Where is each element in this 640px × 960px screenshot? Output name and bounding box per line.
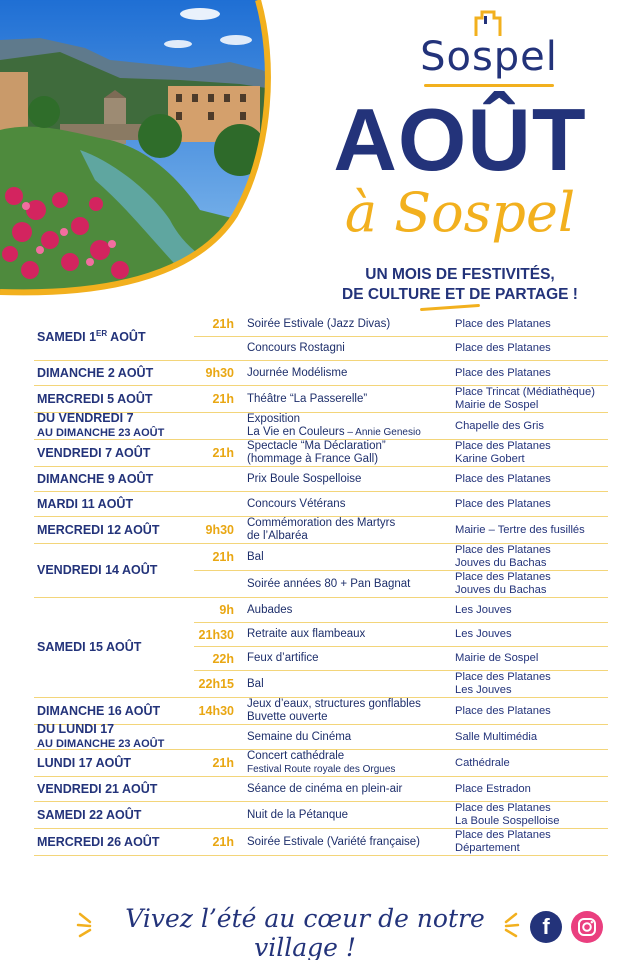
event-title [234, 578, 455, 591]
schedule-day-group [34, 777, 608, 802]
event-row [194, 336, 608, 360]
event-title [234, 652, 455, 665]
event-time: 21h [212, 392, 234, 406]
event-row [194, 570, 608, 597]
day-events [194, 467, 608, 491]
day-events [194, 725, 608, 749]
spark-right-icon [496, 910, 520, 940]
event-location-line: Place des Platanes [455, 829, 551, 841]
event-row [194, 386, 608, 412]
day-text: VENDREDI 21 AOÛT [37, 781, 158, 796]
event-row [194, 670, 608, 697]
event-time: 14h30 [198, 704, 234, 718]
event-location [455, 705, 608, 718]
day-events [194, 312, 608, 360]
day-label [37, 722, 197, 750]
event-title-line: Bal [247, 677, 264, 690]
event-location-line-2: Mairie de Sospel [455, 399, 539, 411]
event-location-line: Place des Platanes [455, 317, 551, 330]
day-label [37, 467, 197, 491]
event-row [194, 467, 608, 491]
event-title-line: Prix Boule Sospelloise [247, 472, 362, 485]
tagline-line-2: DE CULTURE ET DE PARTAGE ! [342, 286, 578, 303]
schedule-day-group [34, 698, 608, 725]
event-title [234, 440, 455, 466]
day-events [194, 698, 608, 724]
event-row [194, 725, 608, 749]
event-row [194, 622, 608, 646]
day-label [37, 361, 197, 385]
day-label-line [37, 411, 197, 426]
footer-slogan: Vivez l’été au cœur de notre village ! [125, 904, 485, 960]
day-events [194, 361, 608, 385]
event-time: 21h30 [198, 627, 234, 642]
schedule-day-group [34, 722, 608, 750]
schedule-day-group [34, 440, 608, 467]
event-location [455, 318, 608, 331]
event-title-line: Soirée années 80 + Pan Bagnat [247, 577, 411, 590]
event-row [194, 492, 608, 516]
day-text: DIMANCHE 2 AOÛT [37, 365, 154, 380]
day-label [37, 777, 197, 801]
event-title-line: Retraite aux flambeaux [247, 628, 366, 640]
event-time: 9h30 [205, 366, 234, 380]
event-title [234, 413, 455, 439]
day-label-line [37, 704, 197, 719]
event-title [234, 628, 455, 641]
day-text: DU VENDREDI 7 [37, 411, 134, 425]
event-title-line: Semaine du Cinéma [247, 730, 352, 743]
day-text: MARDI 11 AOÛT [37, 496, 134, 511]
event-location-line: Salle Multimédia [455, 730, 538, 743]
day-events [194, 440, 608, 466]
day-label-line [37, 523, 197, 538]
event-time: 9h30 [205, 523, 234, 537]
day-text: SAMEDI 22 AOÛT [37, 807, 142, 822]
event-title-line: Spectacle “Ma Déclaration” [247, 440, 386, 452]
event-row [194, 598, 608, 622]
schedule-day-group [34, 750, 608, 777]
event-row [194, 413, 608, 439]
schedule-day-group [34, 492, 608, 517]
event-location-line-2: Les Jouves [455, 684, 512, 696]
event-location [455, 386, 608, 412]
day-events [194, 750, 608, 776]
event-location [455, 571, 608, 597]
event-location-line: Place des Platanes [455, 802, 551, 814]
day-label [37, 386, 197, 412]
day-label [37, 829, 197, 855]
schedule-day-group [34, 386, 608, 413]
event-row [194, 698, 608, 724]
event-title-line: Jeux d’eaux, structures gonflables [247, 698, 421, 710]
event-row [194, 440, 608, 466]
day-label [37, 517, 197, 543]
event-row [194, 646, 608, 670]
event-title [234, 367, 455, 380]
tagline [300, 265, 620, 305]
day-text: VENDREDI 14 AOÛT [37, 563, 158, 577]
brand-underline [424, 84, 554, 87]
event-location [455, 731, 608, 744]
event-title [234, 731, 455, 744]
day-events [194, 829, 608, 855]
facebook-icon[interactable]: f [530, 911, 562, 943]
event-row [194, 750, 608, 776]
event-location [455, 440, 608, 466]
event-title-line-2 [247, 711, 455, 724]
day-label-line [37, 756, 197, 771]
event-title [234, 393, 455, 406]
schedule-day-group [34, 802, 608, 829]
day-events [194, 492, 608, 516]
day-text: MERCREDI 26 AOÛT [37, 834, 160, 849]
event-location-line: Mairie de Sospel [455, 652, 539, 664]
event-location-line: Les Jouves [455, 603, 512, 616]
day-suffix: ER [96, 329, 108, 339]
event-title-line-2 [247, 530, 455, 543]
event-location [455, 524, 608, 537]
event-location-line: Place des Platanes [455, 671, 551, 683]
sospel-logo [404, 10, 574, 88]
event-title-note: Festival Route royale des Orgues [247, 764, 396, 775]
event-title [234, 750, 455, 776]
event-location-line: Place des Platanes [455, 472, 551, 485]
event-location-line: Place des Platanes [455, 497, 551, 510]
day-label-line [37, 563, 197, 578]
event-title-line-2 [247, 763, 455, 776]
event-location-line-2: Département [455, 842, 520, 854]
event-location [455, 544, 608, 570]
event-location-line: Place des Platanes [455, 704, 551, 717]
event-title-detail: de l’Albaréa [247, 530, 308, 542]
event-location [455, 498, 608, 511]
event-title [234, 836, 455, 849]
event-location [455, 473, 608, 486]
instagram-icon[interactable] [571, 911, 603, 943]
event-location-line: Chapelle des Gris [455, 419, 544, 432]
event-title-detail: La Vie en Couleurs [247, 426, 345, 438]
day-label [37, 492, 197, 516]
event-title [234, 783, 455, 796]
event-location-line: Place Trincat (Médiathèque) [455, 386, 595, 398]
event-time: 22h [212, 651, 234, 666]
event-title-note: – Annie Genesio [344, 427, 421, 438]
event-location [455, 628, 608, 641]
day-label-line [37, 472, 197, 487]
event-time: 21h [212, 835, 234, 849]
day-label [37, 413, 197, 439]
day-text-rest: AOÛT [107, 330, 146, 345]
day-label-line [37, 782, 197, 797]
day-label [37, 698, 197, 724]
event-location [455, 604, 608, 617]
event-location-line: Mairie – Tertre des fusillés [455, 523, 585, 536]
event-title-line: Séance de cinéma en plein-air [247, 782, 403, 795]
event-title [234, 318, 455, 331]
event-title [234, 809, 455, 822]
event-location [455, 342, 608, 355]
event-location [455, 757, 608, 770]
event-location [455, 802, 608, 828]
schedule-day-group [34, 312, 608, 361]
day-text: MERCREDI 12 AOÛT [37, 522, 160, 537]
day-label-line [37, 835, 197, 850]
day-text: SAMEDI 1 [37, 330, 97, 345]
event-time: 21h [212, 317, 234, 331]
event-title [234, 473, 455, 486]
day-label [37, 598, 197, 697]
event-title-line: Nuit de la Pétanque [247, 808, 349, 821]
day-label-line [37, 808, 197, 823]
event-location-line: Place des Platanes [455, 440, 551, 452]
event-row [194, 777, 608, 801]
event-location-line: Place des Platanes [455, 366, 551, 379]
schedule-day-group [34, 544, 608, 598]
event-location [455, 367, 608, 380]
day-text: DU LUNDI 17 [37, 722, 115, 736]
event-title [234, 498, 455, 511]
event-location-line-2: Jouves du Bachas [455, 557, 547, 569]
event-row [194, 829, 608, 855]
day-events [194, 544, 608, 597]
day-events [194, 517, 608, 543]
event-row [194, 312, 608, 336]
event-time: 9h [219, 603, 234, 617]
event-time: 21h [212, 446, 234, 460]
schedule-day-group [34, 829, 608, 856]
event-location [455, 420, 608, 433]
day-text: MERCREDI 5 AOÛT [37, 391, 153, 406]
event-title-line: Soirée Estivale (Jazz Divas) [247, 317, 391, 330]
event-title [234, 604, 455, 617]
schedule-day-group [34, 598, 608, 698]
day-text: LUNDI 17 AOÛT [37, 755, 131, 770]
schedule-day-group [34, 467, 608, 492]
event-title-line: Exposition [247, 413, 301, 425]
event-title-line-2 [247, 453, 455, 466]
day-events [194, 413, 608, 439]
event-location [455, 671, 608, 697]
event-time: 21h [212, 756, 234, 770]
day-label-line-2: AU DIMANCHE 23 AOÛT [37, 738, 165, 750]
event-title-detail: Buvette ouverte [247, 711, 328, 723]
day-label [37, 312, 197, 360]
spark-left-icon [76, 910, 100, 940]
day-label-line [37, 640, 197, 655]
day-label [37, 440, 197, 466]
day-events [194, 802, 608, 828]
brand-name: Sospel [420, 34, 558, 80]
day-events [194, 386, 608, 412]
event-title [234, 678, 455, 691]
event-title-line: Commémoration des Martyrs [247, 517, 396, 529]
event-title-line: Concours Rostagni [247, 342, 345, 354]
day-label-line [37, 366, 197, 381]
day-label [37, 750, 197, 776]
event-title-line-2 [247, 426, 455, 439]
event-location-line: Place des Platanes [455, 571, 551, 583]
page-subtitle: à Sospel [344, 181, 576, 244]
event-location [455, 783, 608, 796]
event-title-line: Soirée Estivale (Variété française) [247, 835, 420, 848]
event-title [234, 551, 455, 564]
day-label-line [37, 722, 197, 737]
event-row [194, 517, 608, 543]
event-time: 22h15 [198, 677, 234, 691]
day-label [37, 802, 197, 828]
day-text: SAMEDI 15 AOÛT [37, 640, 142, 654]
day-label-line [37, 326, 197, 345]
event-location-line: Place des Platanes [455, 544, 551, 556]
page-title: AOÛT [333, 90, 587, 189]
day-label-line-2: AU DIMANCHE 23 AOÛT [37, 427, 165, 439]
event-title-line: Feux d’artifice [247, 652, 319, 664]
event-row [194, 802, 608, 828]
event-title-detail: (hommage à France Gall) [247, 453, 379, 465]
village-photo [0, 0, 280, 300]
event-title-line: Journée Modélisme [247, 366, 348, 379]
event-location-line-2: La Boule Sospelloise [455, 815, 560, 827]
day-events [194, 598, 608, 697]
day-events [194, 777, 608, 801]
event-location [455, 829, 608, 855]
event-location-line: Place des Platanes [455, 342, 551, 354]
event-title-line: Concert cathédrale [247, 750, 345, 762]
event-row [194, 361, 608, 385]
event-location-line: Cathédrale [455, 756, 510, 769]
event-title-line: Bal [247, 550, 264, 563]
day-label [37, 544, 197, 597]
tagline-line-1: UN MOIS DE FESTIVITÉS, [365, 266, 555, 283]
schedule-day-group [34, 413, 608, 440]
event-location-line-2: Karine Gobert [455, 453, 525, 465]
event-location [455, 652, 608, 665]
event-title [234, 517, 455, 543]
event-title-line: Théâtre “La Passerelle” [247, 392, 368, 405]
event-title-line: Concours Vétérans [247, 497, 346, 510]
schedule-day-group [34, 517, 608, 544]
event-title [234, 698, 455, 724]
event-location-line: Place Estradon [455, 782, 531, 795]
event-time: 21h [212, 550, 234, 564]
event-row [194, 544, 608, 570]
event-title-line: Aubades [247, 603, 293, 616]
event-schedule [34, 312, 608, 856]
day-text: DIMANCHE 9 AOÛT [37, 471, 154, 486]
day-label-line [37, 497, 197, 512]
day-label-line [37, 446, 197, 461]
day-text: DIMANCHE 16 AOÛT [37, 703, 161, 718]
day-label-line [37, 392, 197, 407]
day-text: VENDREDI 7 AOÛT [37, 445, 151, 460]
schedule-day-group [34, 361, 608, 386]
event-title [234, 342, 455, 355]
event-location-line: Les Jouves [455, 628, 512, 640]
event-location-line-2: Jouves du Bachas [455, 584, 547, 596]
